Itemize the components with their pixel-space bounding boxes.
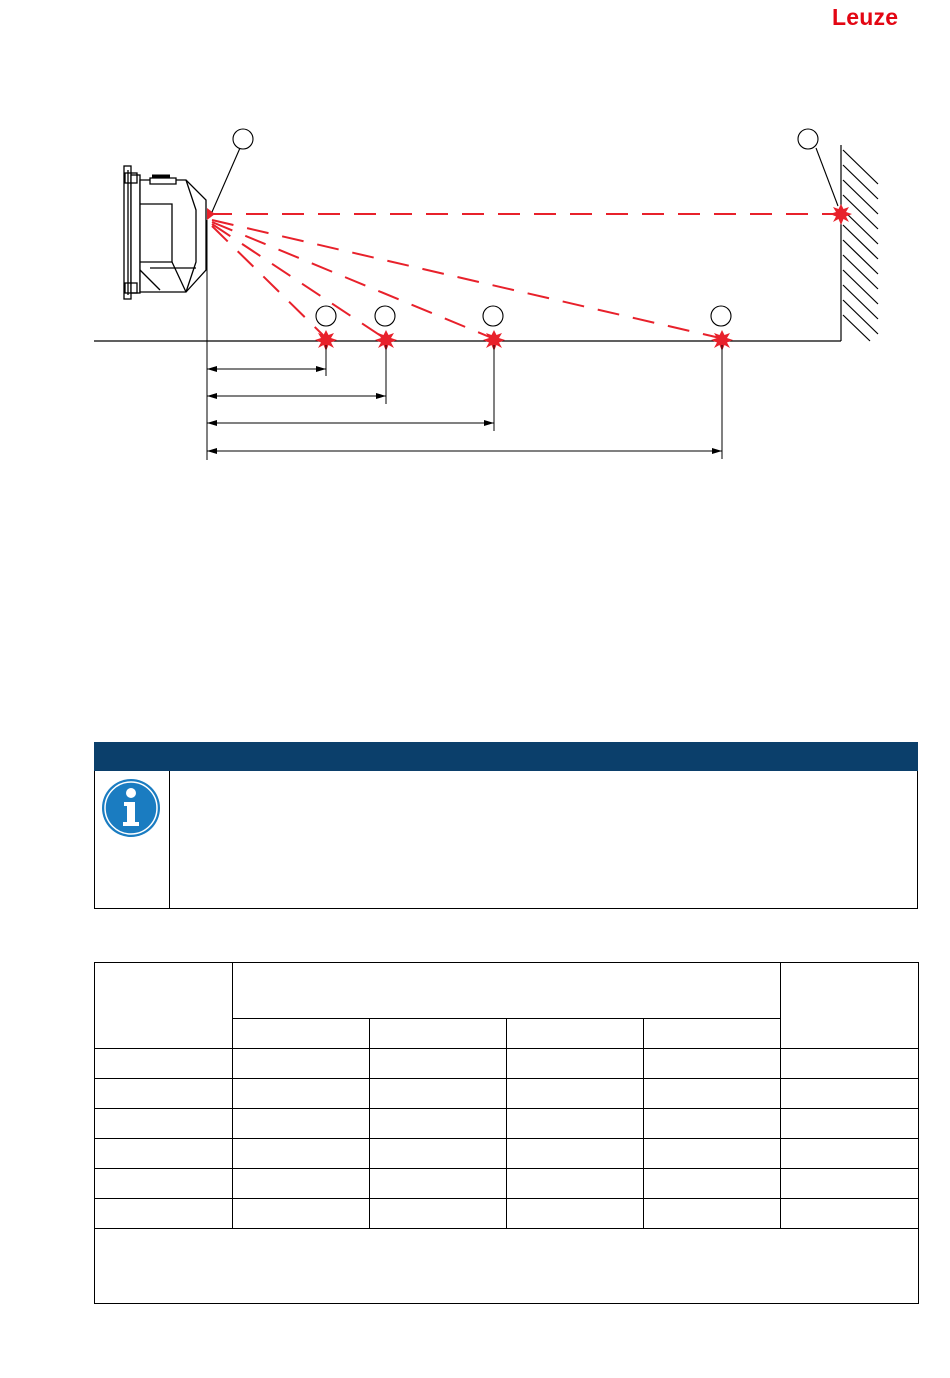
info-icon [101, 778, 161, 838]
table-cell [233, 1109, 370, 1139]
callout-circle-4 [375, 306, 395, 326]
impact-points [315, 204, 852, 351]
header-cell-group [233, 963, 781, 1019]
table-cell [370, 1049, 507, 1079]
callouts [212, 129, 838, 326]
table-cell [95, 1109, 233, 1139]
table-row [95, 1109, 919, 1139]
subheader-cell [644, 1019, 781, 1049]
table-cell [507, 1199, 644, 1229]
table-cell [644, 1109, 781, 1139]
subheader-cell [233, 1019, 370, 1049]
dimension-lines [207, 220, 722, 460]
notice-text [183, 781, 903, 891]
table-row [95, 1079, 919, 1109]
emitter-marker [207, 208, 215, 220]
table-cell [507, 1079, 644, 1109]
table-cell [781, 1169, 919, 1199]
table-cell [644, 1139, 781, 1169]
table-cell [95, 1049, 233, 1079]
table-footnote [95, 1229, 919, 1304]
table-cell [507, 1049, 644, 1079]
table-cell [644, 1169, 781, 1199]
table-cell [507, 1139, 644, 1169]
notice-divider [169, 771, 170, 908]
sensor-device [124, 166, 206, 299]
callout-circle-5 [483, 306, 503, 326]
table-cell [95, 1079, 233, 1109]
table-cell [507, 1169, 644, 1199]
wall [841, 145, 878, 341]
table-cell [507, 1109, 644, 1139]
table-cell [781, 1139, 919, 1169]
table-cell [781, 1199, 919, 1229]
table-cell [370, 1109, 507, 1139]
impact-star-wall [830, 204, 852, 225]
dimension-arrows [207, 366, 722, 454]
table-cell [233, 1199, 370, 1229]
table-cell [781, 1079, 919, 1109]
table-cell [644, 1199, 781, 1229]
table-cell [233, 1079, 370, 1109]
callout-circle-2 [798, 129, 818, 149]
table-row [95, 1049, 919, 1079]
subheader-cell [370, 1019, 507, 1049]
range-table-grid [94, 962, 919, 1304]
callout-circle-6 [711, 306, 731, 326]
scanner-range-diagram [0, 0, 950, 480]
table-cell [370, 1139, 507, 1169]
table-cell [95, 1199, 233, 1229]
callout-circle-1 [233, 129, 253, 149]
table-cell [644, 1049, 781, 1079]
laser-beams [210, 214, 838, 338]
table-cell [781, 1049, 919, 1079]
table-cell [95, 1169, 233, 1199]
notice-header-bar [94, 742, 918, 771]
range-table [94, 962, 919, 1304]
subheader-cell [507, 1019, 644, 1049]
table-footnote-row [95, 1229, 919, 1304]
table-cell [233, 1139, 370, 1169]
table-row [95, 1199, 919, 1229]
notice-box [94, 771, 918, 909]
table-cell [233, 1169, 370, 1199]
callout-circle-3 [316, 306, 336, 326]
table-header-row [95, 963, 919, 1019]
header-cell [95, 963, 233, 1049]
table-cell [233, 1049, 370, 1079]
table-cell [370, 1079, 507, 1109]
table-row [95, 1169, 919, 1199]
header-cell [781, 963, 919, 1049]
table-cell [781, 1109, 919, 1139]
leuze-logo: Leuze [832, 4, 899, 30]
table-row [95, 1139, 919, 1169]
table-cell [95, 1139, 233, 1169]
table-cell [370, 1199, 507, 1229]
table-cell [644, 1079, 781, 1109]
table-cell [370, 1169, 507, 1199]
